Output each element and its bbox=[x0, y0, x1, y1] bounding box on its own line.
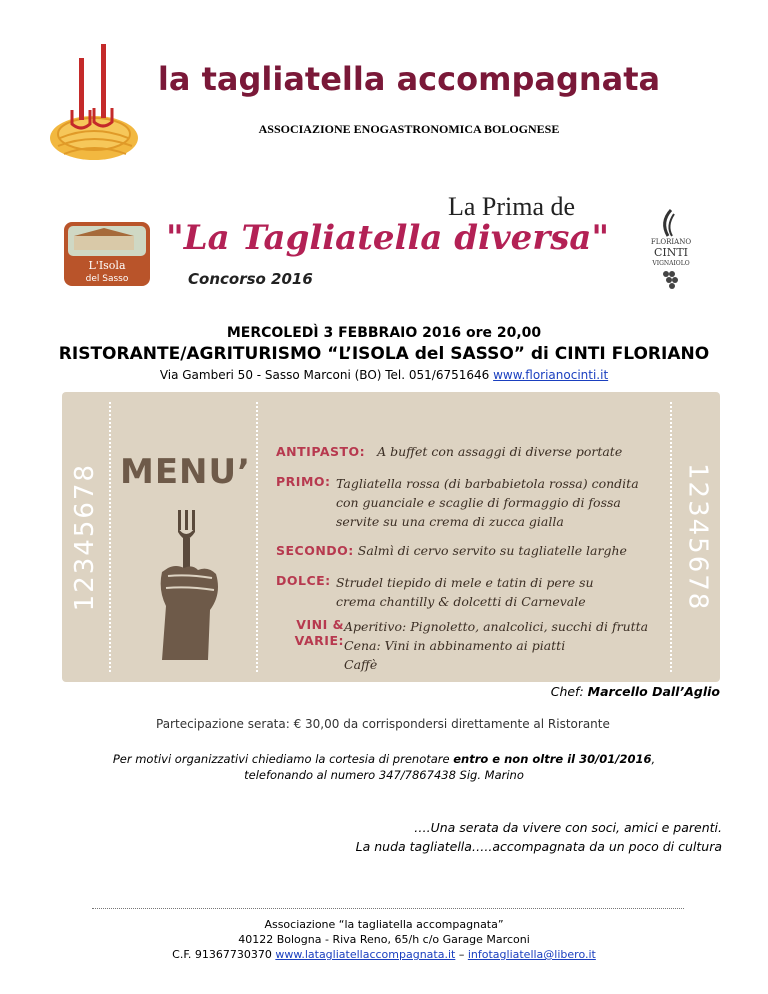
footer-line1: Associazione “la tagliatella accompagnata” bbox=[264, 918, 504, 931]
course-text-line: Aperitivo: Pignoletto, analcolici, succhi di frutta bbox=[344, 619, 649, 634]
chef-label: Chef: bbox=[550, 684, 584, 699]
course-text: Strudel tiepido di mele e tatin di pere su crema chantilly & dolcetti di Carnevale bbox=[336, 575, 594, 609]
booking-note bbox=[0, 751, 768, 783]
course-label: PRIMO: bbox=[276, 474, 331, 489]
isola-logo-line2: del Sasso bbox=[85, 274, 129, 284]
course-label: VINI & VARIE: bbox=[294, 617, 344, 648]
tagliatella-fork-logo bbox=[44, 38, 154, 168]
course-text-line: Caffè bbox=[344, 657, 378, 672]
event-title: "La Tagliatella diversa" bbox=[166, 218, 610, 258]
org-title: la tagliatella accompagnata bbox=[157, 60, 661, 98]
event-date: MERCOLEDÌ 3 FEBBRAIO 2016 ore 20,00 bbox=[226, 325, 542, 341]
menu-title: MENU’ bbox=[120, 452, 252, 492]
venue-website-link[interactable]: www.florianocinti.it bbox=[493, 368, 609, 382]
closing-line1: ….Una serata da vivere con soci, amici e parenti. bbox=[414, 820, 722, 835]
participation-fee: Partecipazione serata: € 30,00 da corrispondersi direttamente al Ristorante bbox=[156, 717, 610, 731]
course-text-line: Cena: Vini in abbinamento ai piatti bbox=[344, 638, 566, 653]
booking-line2: telefonando al numero 347/7867438 Sig. Marino bbox=[244, 768, 524, 782]
course-secondo bbox=[276, 541, 627, 560]
ticket-perforation-mid bbox=[256, 402, 258, 672]
org-subtitle: ASSOCIAZIONE ENOGASTRONOMICA BOLOGNESE bbox=[258, 122, 560, 136]
closing-remarks bbox=[300, 818, 722, 856]
association-website-link[interactable]: www.latagliatellaccompagnata.it bbox=[275, 948, 456, 961]
fork-in-fist-icon bbox=[148, 510, 228, 660]
chef-credit bbox=[470, 684, 720, 699]
ticket-perforation-left bbox=[109, 402, 111, 672]
cinti-line1: FLORIANO bbox=[650, 238, 692, 246]
cinti-line3: VIGNAIOLO bbox=[652, 260, 690, 267]
ticket-right-stub bbox=[675, 392, 720, 682]
footer-line3: C.F. 91367730370 www.latagliatellaccompagnata.it – infotagliatella@libero.it bbox=[172, 948, 596, 961]
venue-address bbox=[0, 368, 768, 382]
course-label: SECONDO: bbox=[276, 543, 354, 558]
footer bbox=[0, 917, 768, 962]
course-dolce bbox=[276, 573, 660, 611]
footer-divider bbox=[92, 908, 684, 909]
ticket-left-numbers: 12345678 bbox=[69, 462, 100, 612]
isola-logo-line1: L'Isola bbox=[88, 259, 126, 272]
course-text: A buffet con assaggi di diverse portate bbox=[377, 444, 623, 459]
ticket-right-numbers: 12345678 bbox=[682, 462, 713, 612]
ticket-left-stub bbox=[62, 392, 107, 682]
booking-deadline: entro e non oltre il 30/01/2016 bbox=[453, 752, 652, 766]
course-primo bbox=[276, 474, 660, 531]
address-text: Via Gamberi 50 - Sasso Marconi (BO) Tel. 051/6751646 bbox=[159, 368, 494, 382]
course-label: DOLCE: bbox=[276, 573, 331, 588]
course-label: ANTIPASTO: bbox=[276, 444, 366, 459]
closing-line2: La nuda tagliatella…..accompagnata da un poco di cultura bbox=[355, 839, 722, 854]
cinti-line2: CINTI bbox=[653, 246, 689, 259]
event-pretitle: La Prima de bbox=[448, 192, 576, 221]
isola-del-sasso-logo bbox=[64, 222, 150, 286]
course-text: Salmì di cervo servito su tagliatelle larghe bbox=[357, 543, 627, 558]
contest-label: Concorso 2016 bbox=[188, 270, 313, 288]
association-email-link[interactable]: infotagliatella@libero.it bbox=[467, 948, 596, 961]
chef-name: Marcello Dall’Aglio bbox=[587, 684, 720, 699]
course-antipasto bbox=[276, 442, 622, 461]
footer-line2: 40122 Bologna - Riva Reno, 65/h c/o Garage Marconi bbox=[238, 933, 530, 946]
booking-line1: Per motivi organizzativi chiediamo la cortesia di prenotare entro e non oltre il 30/01/2016, bbox=[112, 752, 656, 766]
course-vini-varie bbox=[276, 617, 676, 674]
floriano-cinti-logo bbox=[638, 208, 704, 290]
course-text: Tagliatella rossa (di barbabietola rossa) condita con guanciale e scaglie di formaggio di fossa servite su una crema di zucca gialla bbox=[336, 476, 639, 529]
event-venue: RISTORANTE/AGRITURISMO “L’ISOLA del SASSO” di CINTI FLORIANO bbox=[58, 344, 710, 364]
